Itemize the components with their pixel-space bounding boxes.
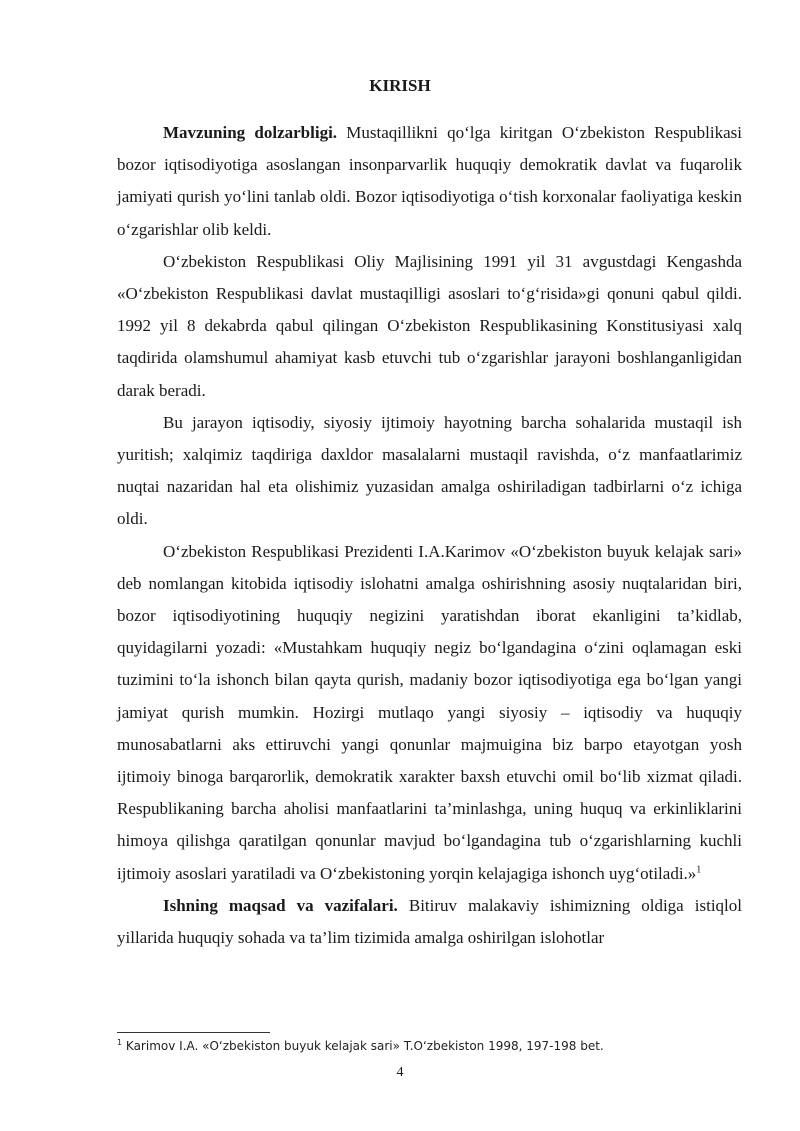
paragraph-lead: Ishning maqsad va vazifalari.	[163, 895, 398, 915]
paragraph-lead: Mavzuning dolzarbligi.	[163, 123, 338, 142]
paragraph-text: Bitiruv malakaviy ishimizning oldiga istiqlol yillarida huquqiy sohada va ta’lim tizimida amalga oshirilgan islohotlar	[117, 895, 742, 948]
footnote-marker: 1	[117, 1038, 123, 1047]
paragraph-goals	[117, 890, 742, 954]
footnote	[117, 1039, 742, 1053]
footnote-text: Karimov I.A. «O‘zbekiston buyuk kelajak sari» T.O‘zbekiston 1998, 197-198 bet.	[125, 1039, 604, 1053]
paragraph-relevance	[117, 117, 742, 246]
document-body	[117, 117, 742, 954]
paragraph-independence	[117, 246, 742, 407]
paragraph-quote	[117, 536, 742, 890]
page-title: KIRISH	[369, 76, 431, 95]
paragraph-text: Bu jarayon iqtisodiy, siyosiy ijtimoiy hayotning barcha sohalarida mustaqil ish yuritish; xalqimiz taqdiriga daxldor masalalarni mustaqil ravishda, o‘z manfaatlarimiz nuqtai nazaridan hal eta olishimiz yuzasidan amalga oshiriladigan tadbirlarni o‘z ichiga oldi.	[117, 412, 742, 529]
footnote-reference[interactable]: 1	[696, 864, 702, 876]
paragraph-text: O‘zbekiston Respublikasi Oliy Majlisining 1991 yil 31 avgustdagi Kengashda «O‘zbekiston Respublikasi davlat mustaqilligi asoslari to‘g‘risida»gi qonuni qabul qildi. 1992 yil 8 dekabrda qabul qilingan O‘zbekiston Respublikasining Konstitusiyasi xalq taqdirida olamshumul ahamiyat kasb etuvchi tub o‘zgarishlar jarayoni boshlanganligidan darak beradi.	[117, 251, 742, 400]
paragraph-text: Mustaqillikni qo‘lga kiritgan O‘zbekiston Respublikasi bozor iqtisodiyotiga asoslangan insonparvarlik huquqiy demokratik davlat va fuqarolik jamiyati qurish yo‘lini tanlab oldi. Bozor iqtisodiyotiga o‘tish korxonalar faoliyatiga keskin o‘zgarishlar olib keldi.	[117, 123, 743, 239]
paragraph-text: O‘zbekiston Respublikasi Prezidenti I.A.Karimov «O‘zbekiston buyuk kelajak sari» deb nomlangan kitobida iqtisodiy islohatni amalga oshirishning asosiy nuqtalaridan biri, bozor iqtisodiyotining huquqiy negizini yaratishdan iborat ekanligini ta’kidlab, quyidagilarni yozadi: «Mustahkam huquqiy negiz bo‘lgandagina o‘zini oqlamagan eski tuzimini to‘la ishonch bilan qayta qurish, madaniy bozor iqtisodiyotiga ega bo‘lgan yangi jamiyat qurish mumkin. Hozirgi mutlaqo yangi siyosiy – iqtisodiy va huquqiy munosabatlarni aks ettiruvchi yangi qonunlar majmuigina biz barpo etayotgan yosh ijtimoiy binoga barqarorlik, demokratik xarakter baxsh etuvchi omil bo‘lib xizmat qiladi. Respublikaning barcha aholisi manfaatlarini ta’minlashga, uning huquq va erkinliklarini himoya qilishga qaratilgan qonunlar mavjud bo‘lgandagina tub o‘zgarishlarning kuchli ijtimoiy asoslari yaratiladi va O‘zbekistoning yorqin kelajagiga ishonch uyg‘otiladi.»	[117, 541, 742, 883]
footnote-separator	[117, 1032, 270, 1033]
paragraph-process	[117, 407, 742, 536]
page-number: 4	[396, 1065, 404, 1080]
